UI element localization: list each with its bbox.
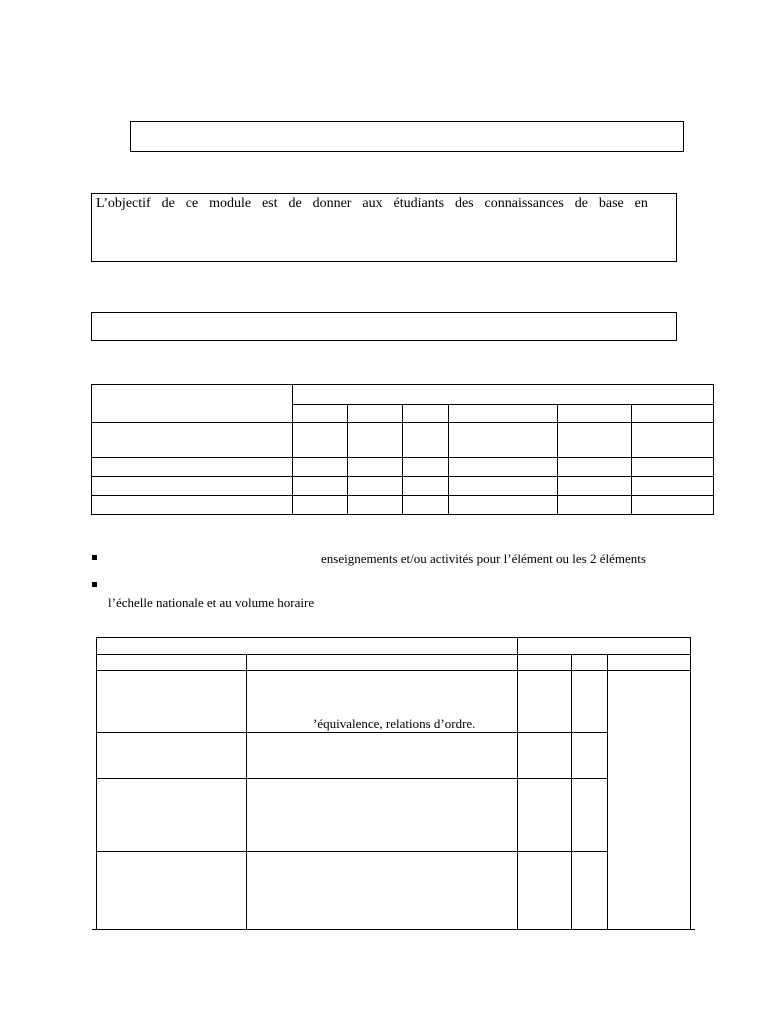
objective-word: de xyxy=(161,196,175,211)
objective-word: des xyxy=(454,196,474,211)
content-table-bottom-line xyxy=(92,929,695,930)
objective-word: de xyxy=(574,196,588,211)
content-row-1-text: ’équivalence, relations d’ordre. xyxy=(313,716,476,731)
content-table-vline xyxy=(571,654,572,929)
objective-word: connaissances xyxy=(484,196,564,211)
objective-word: L’objectif xyxy=(96,196,151,211)
objective-word: étudiants xyxy=(393,196,445,211)
content-table-vline xyxy=(607,654,608,929)
volume-table-vline xyxy=(347,404,348,515)
content-table-vline xyxy=(246,654,247,929)
objective-word: module xyxy=(209,196,252,211)
volume-table-hline xyxy=(292,404,714,405)
bullet-marker xyxy=(92,555,97,560)
objective-box xyxy=(91,193,677,262)
content-table-vline xyxy=(96,637,97,929)
objective-word: ce xyxy=(185,196,199,211)
objective-word: aux xyxy=(362,196,383,211)
objective-word: donner xyxy=(312,196,352,211)
bullet-marker xyxy=(92,582,97,587)
volume-table-vline xyxy=(292,384,293,515)
volume-table-vline xyxy=(402,404,403,515)
prerequisites-box xyxy=(91,312,677,341)
title-box xyxy=(130,121,684,152)
content-table-hline xyxy=(96,851,608,852)
content-table-vline xyxy=(690,637,691,929)
bullet-text-2: l’échelle nationale et au volume horaire xyxy=(108,595,315,610)
content-table-hline xyxy=(96,654,691,655)
objective-word: de xyxy=(288,196,302,211)
content-table-vline xyxy=(517,637,518,929)
objective-word: base xyxy=(598,196,624,211)
content-table-hline xyxy=(96,637,691,638)
volume-table-vline xyxy=(631,404,632,515)
objective-text xyxy=(96,196,648,211)
content-table-hline xyxy=(96,778,608,779)
bullet-text-1: enseignements et/ou activités pour l’élément ou les 2 éléments xyxy=(321,551,646,566)
content-table-hline xyxy=(96,732,608,733)
objective-word: est xyxy=(261,196,278,211)
content-table-hline xyxy=(96,670,691,671)
volume-table-vline xyxy=(557,404,558,515)
volume-table-vline xyxy=(448,404,449,515)
objective-word: en xyxy=(634,196,648,211)
